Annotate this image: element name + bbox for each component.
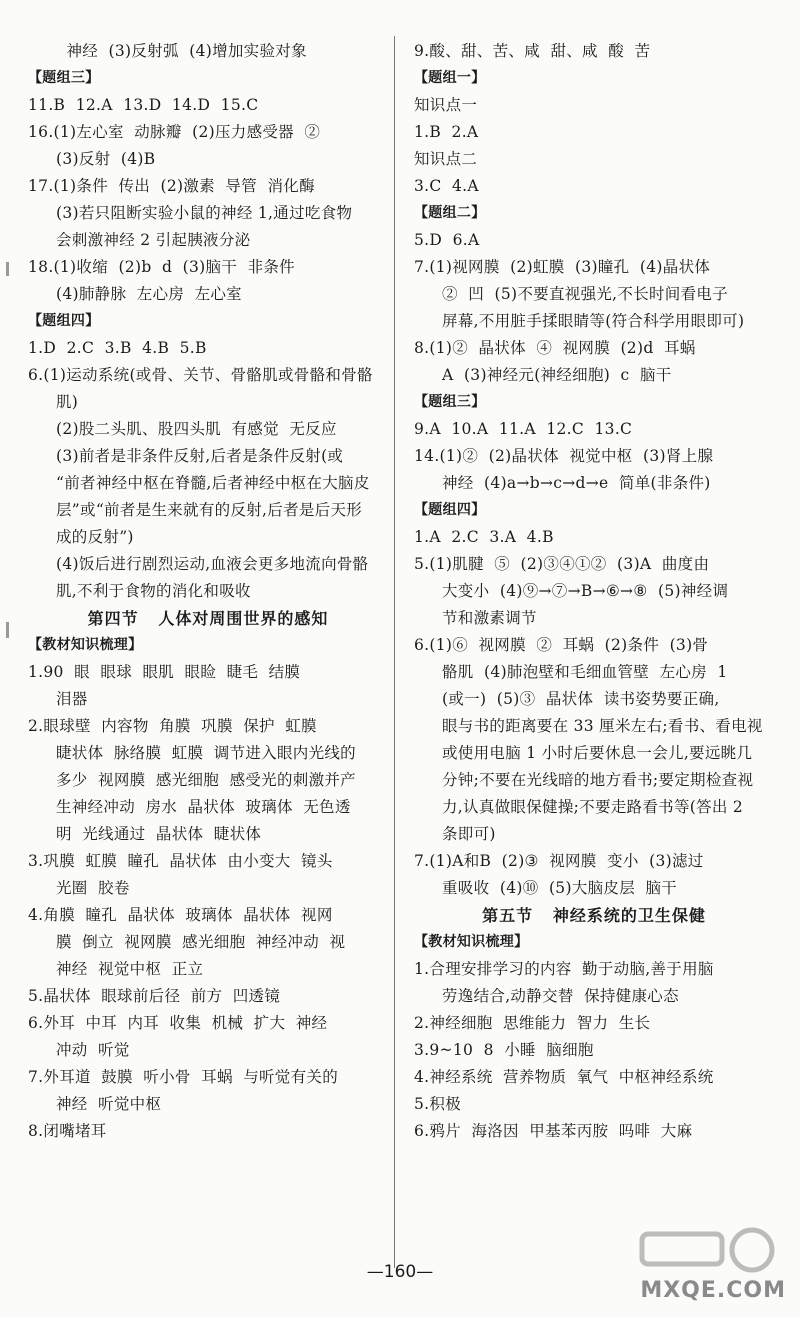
answer-line: 1.合理安排学习的内容 勤于动脑,善于用脑 bbox=[414, 960, 714, 978]
answer-line: 1.D 2.C 3.B 4.B 5.B bbox=[28, 339, 207, 357]
left-column bbox=[28, 38, 388, 1145]
answer-line: 重吸收 (4)⑩ (5)大脑皮层 脑干 bbox=[442, 879, 678, 897]
answer-line: ② 凹 (5)不要直视强光,不长时间看电子 bbox=[442, 285, 728, 303]
answer-line: 4.神经系统 营养物质 氧气 中枢神经系统 bbox=[414, 1068, 714, 1086]
answer-line: 层”或“前者是生来就有的反射,后者是后天形 bbox=[56, 501, 363, 519]
answer-line: 14.(1)② (2)晶状体 视觉中枢 (3)肾上腺 bbox=[414, 447, 714, 465]
answer-line: 2.神经细胞 思维能力 智力 生长 bbox=[414, 1014, 651, 1032]
answer-line: 7.(1)A和B (2)③ 视网膜 变小 (3)滤过 bbox=[414, 852, 704, 870]
group-heading: 【教材知识梳理】 bbox=[414, 934, 529, 950]
group-heading: 【教材知识梳理】 bbox=[28, 637, 143, 653]
answer-line: 9.酸、甜、苦、咸 甜、咸 酸 苦 bbox=[414, 42, 651, 60]
group-heading: 【题组四】 bbox=[28, 313, 100, 329]
answer-line: 光圈 胶卷 bbox=[56, 879, 130, 897]
margin-mark bbox=[6, 262, 9, 276]
answer-line: 8.(1)② 晶状体 ④ 视网膜 (2)d 耳蜗 bbox=[414, 339, 696, 357]
answer-line: 神经 (4)a→b→c→d→e 简单(非条件) bbox=[442, 474, 711, 492]
group-heading: 【题组四】 bbox=[414, 502, 486, 518]
page-number: —160— bbox=[366, 1262, 434, 1282]
answer-line: 知识点一 bbox=[414, 96, 478, 114]
group-heading: 【题组二】 bbox=[414, 205, 486, 221]
answer-line: 屏幕,不用脏手揉眼睛等(符合科学用眼即可) bbox=[442, 312, 745, 330]
answer-line: 17.(1)条件 传出 (2)激素 导管 消化酶 bbox=[28, 177, 315, 195]
answer-line: (2)股二头肌、股四头肌 有感觉 无反应 bbox=[56, 420, 337, 438]
answer-line: 眼与书的距离要在 33 厘米左右;看书、看电视 bbox=[442, 717, 763, 735]
answer-line: 睫状体 脉络膜 虹膜 调节进入眼内光线的 bbox=[56, 744, 356, 762]
answer-line: 16.(1)左心室 动脉瓣 (2)压力感受器 ② bbox=[28, 123, 321, 141]
answer-line: 6.外耳 中耳 内耳 收集 机械 扩大 神经 bbox=[28, 1014, 328, 1032]
answer-line: 2.眼球壁 内容物 角膜 巩膜 保护 虹膜 bbox=[28, 717, 317, 735]
answer-line: 1.B 2.A bbox=[414, 123, 479, 141]
answer-line: 3.巩膜 虹膜 瞳孔 晶状体 由小变大 镜头 bbox=[28, 852, 333, 870]
answer-line: “前者神经中枢在脊髓,后者神经中枢在大脑皮 bbox=[56, 474, 370, 492]
answer-line: 神经 视觉中枢 正立 bbox=[56, 960, 204, 978]
right-column bbox=[414, 38, 774, 1145]
answer-line: 泪器 bbox=[56, 690, 88, 708]
answer-line: 或使用电脑 1 小时后要休息一会儿,要远眺几 bbox=[442, 744, 753, 762]
answer-line: 肌,不利于食物的消化和吸收 bbox=[56, 582, 251, 600]
answer-line: 知识点二 bbox=[414, 150, 478, 168]
answer-line: (3)反射 (4)B bbox=[56, 150, 156, 168]
answer-line: 5.晶状体 眼球前后径 前方 凹透镜 bbox=[28, 987, 281, 1005]
answer-line: 劳逸结合,动静交替 保持健康心态 bbox=[442, 987, 679, 1005]
answer-line: 6.(1)运动系统(或骨、关节、骨骼肌或骨骼和骨骼 bbox=[28, 366, 373, 384]
margin-mark bbox=[6, 622, 9, 638]
answer-line: 7.(1)视网膜 (2)虹膜 (3)瞳孔 (4)晶状体 bbox=[414, 258, 711, 276]
answer-line: (3)若只阻断实验小鼠的神经 1,通过吃食物 bbox=[56, 204, 353, 222]
answer-line: 4.角膜 瞳孔 晶状体 玻璃体 晶状体 视网 bbox=[28, 906, 333, 924]
answer-line: 条即可) bbox=[442, 825, 496, 843]
answer-line: 18.(1)收缩 (2)b d (3)脑干 非条件 bbox=[28, 258, 295, 276]
answer-line: 11.B 12.A 13.D 14.D 15.C bbox=[28, 96, 259, 114]
answer-line: 6.(1)⑥ 视网膜 ② 耳蜗 (2)条件 (3)骨 bbox=[414, 636, 709, 654]
answer-line: 成的反射”) bbox=[56, 528, 134, 546]
answer-line: 8.闭嘴堵耳 bbox=[28, 1122, 107, 1140]
answer-line: 肌) bbox=[56, 393, 79, 411]
group-heading: 【题组一】 bbox=[414, 70, 486, 86]
answer-line: 1.90 眼 眼球 眼肌 眼睑 睫毛 结膜 bbox=[28, 663, 301, 681]
answer-line: 9.A 10.A 11.A 12.C 13.C bbox=[414, 420, 633, 438]
column-divider bbox=[394, 36, 395, 1268]
group-heading: 【题组三】 bbox=[28, 70, 100, 86]
answer-line: 3.C 4.A bbox=[414, 177, 479, 195]
answer-line: 冲动 听觉 bbox=[56, 1041, 130, 1059]
answer-line: 1.A 2.C 3.A 4.B bbox=[414, 528, 554, 546]
answer-line: (或一) (5)③ 晶状体 读书姿势要正确, bbox=[442, 690, 720, 708]
answer-line: 大变小 (4)⑨→⑦→B→⑥→⑧ (5)神经调 bbox=[442, 582, 729, 600]
answer-line: 5.D 6.A bbox=[414, 231, 480, 249]
group-heading: 【题组三】 bbox=[414, 394, 486, 410]
section-title: 第四节 人体对周围世界的感知 bbox=[87, 609, 329, 628]
answer-line: (4)肺静脉 左心房 左心室 bbox=[56, 285, 242, 303]
answer-line: 分钟;不要在光线暗的地方看书;要定期检查视 bbox=[442, 771, 754, 789]
answer-line: 会刺激神经 2 引起胰液分泌 bbox=[56, 231, 251, 249]
answer-line: 7.外耳道 鼓膜 听小骨 耳蜗 与听觉有关的 bbox=[28, 1068, 339, 1086]
section-title: 第五节 神经系统的卫生保健 bbox=[482, 906, 706, 925]
answer-line: 膜 倒立 视网膜 感光细胞 神经冲动 视 bbox=[56, 933, 346, 951]
answer-line: 3.9~10 8 小睡 脑细胞 bbox=[414, 1041, 594, 1059]
answer-line: 生神经冲动 房水 晶状体 玻璃体 无色透 bbox=[56, 798, 351, 816]
answer-line: 节和激素调节 bbox=[442, 609, 537, 627]
answer-line: 5.(1)肌腱 ⑤ (2)③④①② (3)A 曲度由 bbox=[414, 555, 710, 573]
answer-line: 神经 (3)反射弧 (4)增加实验对象 bbox=[56, 42, 307, 60]
answer-line: 多少 视网膜 感光细胞 感受光的刺激并产 bbox=[56, 771, 356, 789]
answer-line: (4)饭后进行剧烈运动,血液会更多地流向骨骼 bbox=[56, 555, 369, 573]
answer-line: 骼肌 (4)肺泡壁和毛细血管壁 左心房 1 bbox=[442, 663, 728, 681]
answer-line: 明 光线通过 晶状体 睫状体 bbox=[56, 825, 262, 843]
answer-line: 神经 听觉中枢 bbox=[56, 1095, 162, 1113]
answer-line: 5.积极 bbox=[414, 1095, 461, 1113]
watermark-text: MXQE.COM bbox=[640, 1278, 786, 1303]
answer-line: 力,认真做眼保健操;不要走路看书等(答出 2 bbox=[442, 798, 744, 816]
answer-line: A (3)神经元(神经细胞) c 脑干 bbox=[442, 366, 672, 384]
answer-line: 6.鸦片 海洛因 甲基苯丙胺 吗啡 大麻 bbox=[414, 1122, 693, 1140]
answer-line: (3)前者是非条件反射,后者是条件反射(或 bbox=[56, 447, 344, 465]
